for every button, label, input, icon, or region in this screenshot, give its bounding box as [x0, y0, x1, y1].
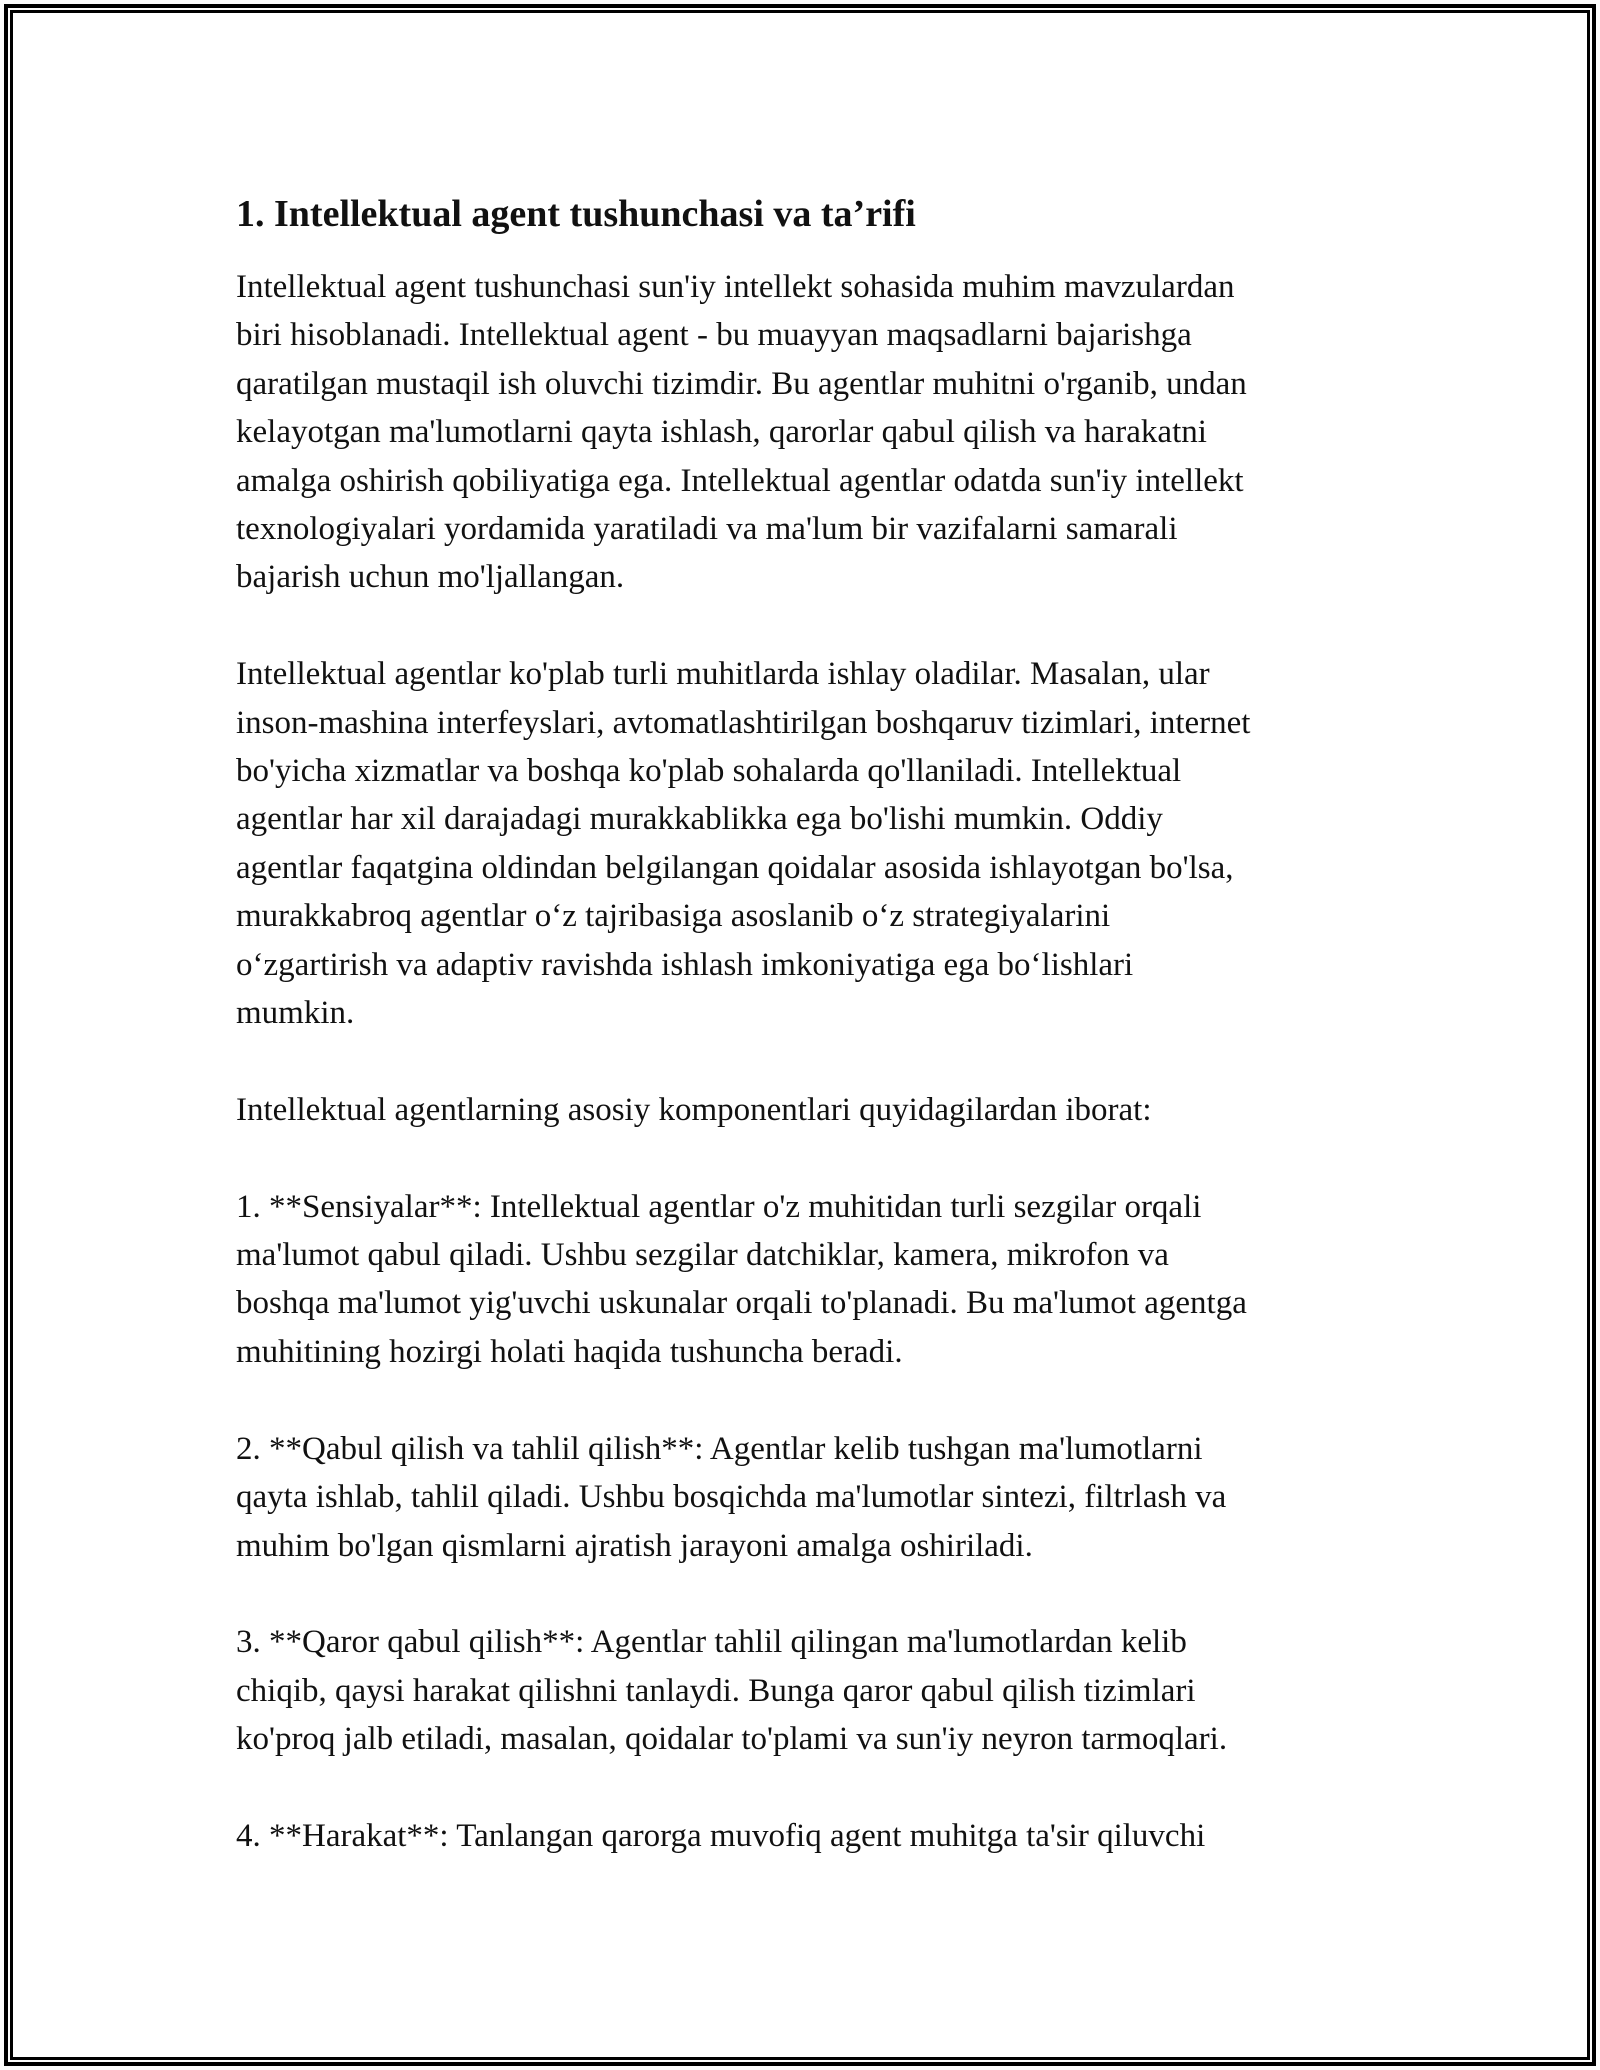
section-title: 1. Intellektual agent tushunchasi va ta’rifi — [236, 193, 916, 235]
paragraph-environments: Intellektual agentlar ko'plab turli muhitlarda ishlay oladilar. Masalan, ular inson-mashina interfeyslari, avtomatlashtirilgan boshqaruv tizimlari, internet bo'yicha xizmatlar va boshqa ko'plab sohalarda qo'llaniladi. Intellektual agentlar har xil darajadagi murakkablikka ega bo'lishi mumkin. Oddiy agentlar faqatgina oldindan belgilangan qoidalar asosida ishlayotgan bo'lsa, murakkabroq agentlar o‘z tajribasiga asoslanib o‘z strategiyalarini o‘zgartirish va adaptiv ravishda ishlash imkoniyatiga ega bo‘lishlari mumkin. — [236, 656, 1251, 1032]
paragraph-definition: Intellektual agent tushunchasi sun'iy intellekt sohasida muhim mavzulardan biri hisoblanadi. Intellektual agent - bu muayyan maqsadlarni bajarishga qaratilgan mustaqil ish oluvchi tizimdir. Bu agentlar muhitni o'rganib, undan kelayotgan ma'lumotlarni qayta ishlash, qarorlar qabul qilish va harakatni amalga oshirish qobiliyatiga ega. Intellektual agentlar odatda sun'iy intellekt texnologiyalari yordamida yaratiladi va ma'lum bir vazifalarni samarali bajarish uchun mo'ljallangan. — [236, 269, 1247, 596]
list-item-analysis: 2. **Qabul qilish va tahlil qilish**: Agentlar kelib tushgan ma'lumotlarni qayta ishlab, tahlil qiladi. Ushbu bosqichda ma'lumotlar sintezi, filtrlash va muhim bo'lgan qismlarni ajratish jarayoni amalga oshiriladi. — [236, 1430, 1227, 1564]
list-item-action: 4. **Harakat**: Tanlangan qarorga muvofiq agent muhitga ta'sir qiluvchi — [236, 1817, 1206, 1854]
paragraph-components-intro: Intellektual agentlarning asosiy komponentlari quyidagilardan iborat: — [236, 1091, 1152, 1128]
document-body — [236, 186, 1376, 1860]
list-item-sensors: 1. **Sensiyalar**: Intellektual agentlar o'z muhitidan turli sezgilar orqali ma'lumot qabul qiladi. Ushbu sezgilar datchiklar, kamera, mikrofon va boshqa ma'lumot yig'uvchi uskunalar orqali to'planadi. Bu ma'lumot agentga muhitining hozirgi holati haqida tushuncha beradi. — [236, 1188, 1247, 1370]
list-item-decision: 3. **Qaror qabul qilish**: Agentlar tahlil qilingan ma'lumotlardan kelib chiqib, qaysi harakat qilishni tanlaydi. Bunga qaror qabul qilish tizimlari ko'proq jalb etiladi, masalan, qoidalar to'plami va sun'iy neyron tarmoqlari. — [236, 1624, 1228, 1758]
